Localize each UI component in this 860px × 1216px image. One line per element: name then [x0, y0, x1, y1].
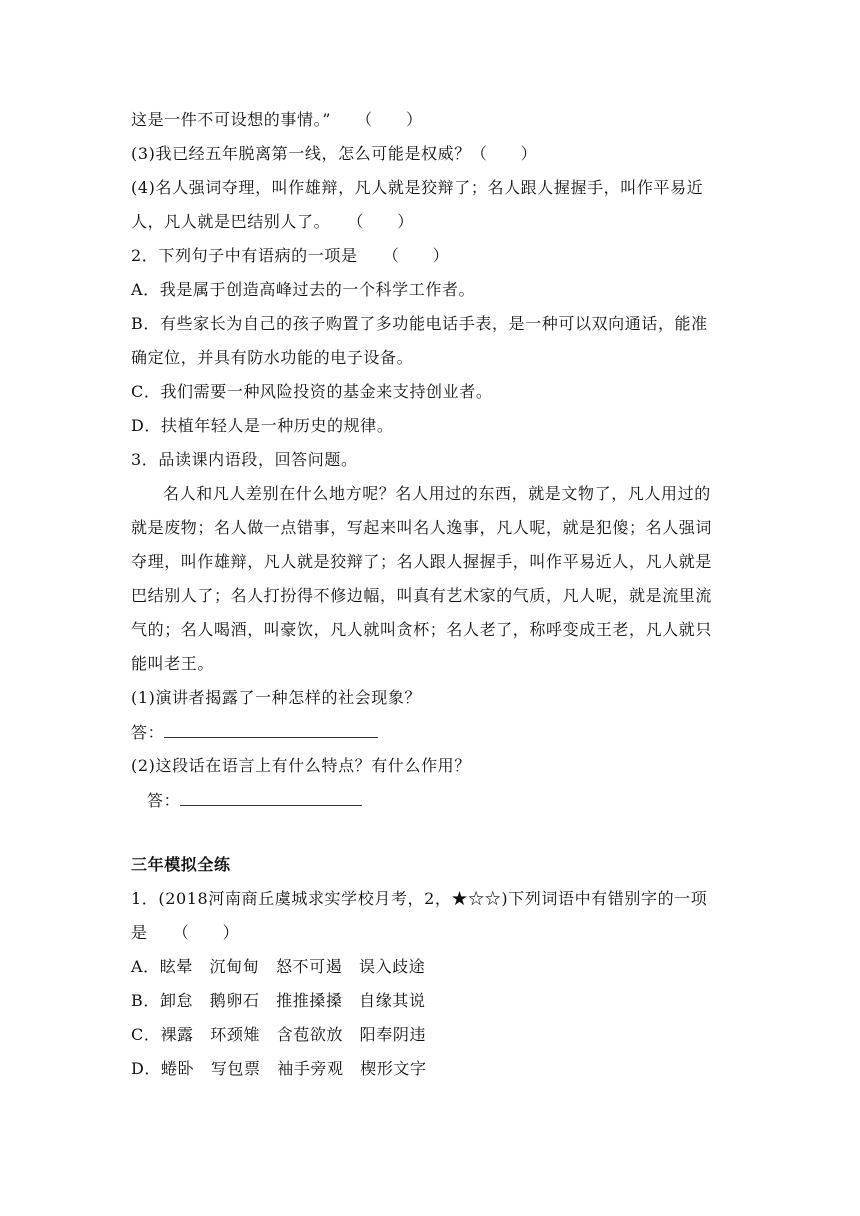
answer-blank[interactable] — [180, 789, 362, 806]
answer-blank[interactable] — [164, 721, 378, 738]
passage-line: 名人和凡人差别在什么地方呢？名人用过的东西，就是文物了，凡人用过的 — [163, 484, 711, 503]
question-title: 2．下列句子中有语病的一项是 （ ） — [131, 246, 450, 265]
passage-line: 巴结别人了；名人打扮得不修边幅，叫真有艺术家的气质，凡人呢，就是流里流 — [131, 586, 713, 605]
passage-line: 夺理，叫作雄辩，凡人就是狡辩了；名人跟人握握手，叫作平易近人，凡人就是 — [131, 552, 713, 571]
option-c: C．我们需要一种风险投资的基金来支持创业者。 — [131, 382, 493, 401]
option-d: D．蜷卧 写包票 袖手旁观 楔形文字 — [131, 1059, 427, 1078]
question-title: 1．(2018河南商丘虞城求实学校月考，2，★☆☆)下列词语中有错别字的一项 — [131, 889, 708, 908]
option-a: A．眩晕 沉甸甸 怒不可遏 误入歧途 — [131, 957, 426, 976]
option-b-continued: 确定位，并具有防水功能的电子设备。 — [131, 348, 414, 367]
option-a: A．我是属于创造高峰过去的一个科学工作者。 — [131, 280, 476, 299]
answer-line[interactable] — [147, 789, 362, 812]
passage-line: 能叫老王。 — [131, 654, 215, 673]
sub-question: (2)这段话在语言上有什么特点？有什么作用？ — [131, 756, 471, 775]
answer-label: 答： — [131, 723, 165, 742]
option-b: B．卸怠 鹅卵石 推推搡搡 自缘其说 — [131, 991, 426, 1010]
section-title: 三年模拟全练 — [131, 855, 231, 874]
text-line: 是 （ ） — [131, 923, 240, 942]
question-title: 3．品读课内语段，回答问题。 — [131, 450, 358, 469]
passage-line: 就是废物；名人做一点错事，写起来叫名人逸事，凡人呢，就是犯傻；名人强词 — [131, 518, 713, 537]
option-d: D．扶植年轻人是一种历史的规律。 — [131, 416, 394, 435]
answer-line[interactable] — [131, 721, 378, 744]
text-line: 这是一件不可设想的事情。” （ ） — [131, 110, 423, 129]
question-item: (3)我已经五年脱离第一线，怎么可能是权威？（ ） — [131, 144, 538, 163]
option-c: C．裸露 环颈雉 含苞欲放 阳奉阴违 — [131, 1025, 427, 1044]
option-b: B．有些家长为自己的孩子购置了多功能电话手表，是一种可以双向通话，能准 — [131, 314, 708, 333]
question-item: (4)名人强词夺理，叫作雄辩，凡人就是狡辩了；名人跟人握握手，叫作平易近 — [131, 178, 704, 197]
answer-label: 答： — [147, 791, 181, 810]
passage-line: 气的；名人喝酒，叫豪饮，凡人就叫贪杯；名人老了，称呼变成王老，凡人就只 — [131, 620, 713, 639]
text-line: 人，凡人就是巴结别人了。 （ ） — [131, 212, 414, 231]
sub-question: (1)演讲者揭露了一种怎样的社会现象？ — [131, 688, 422, 707]
